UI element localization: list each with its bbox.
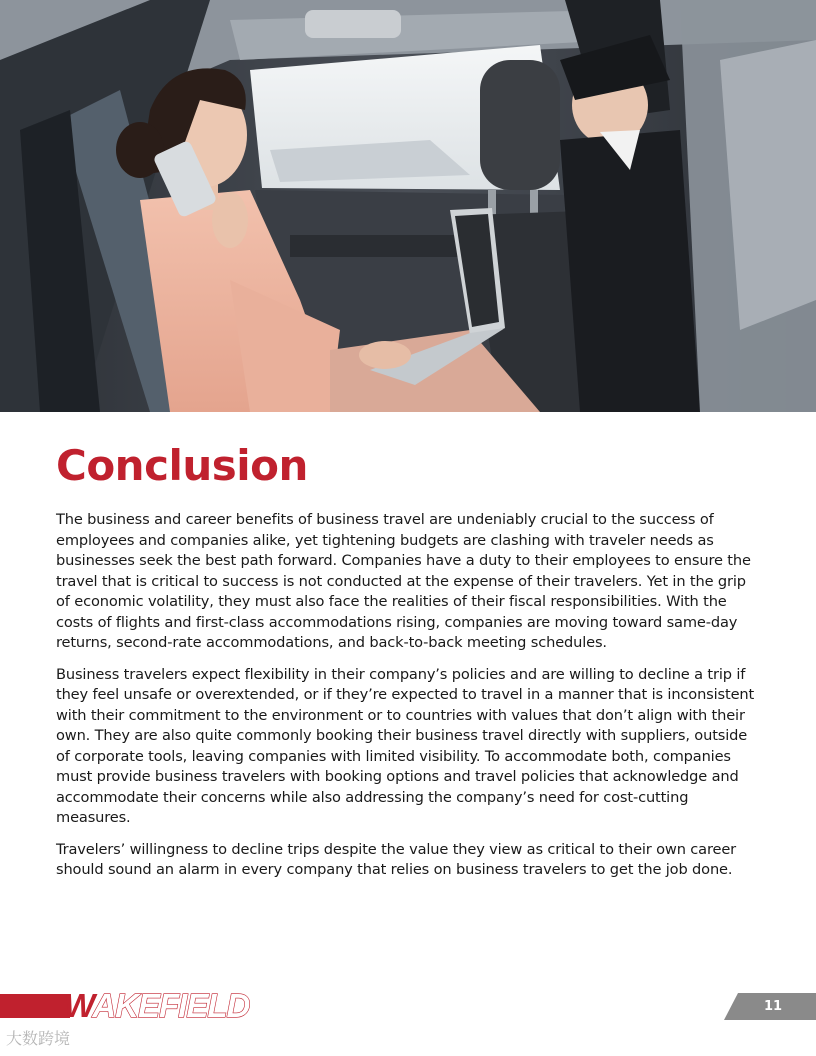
watermark	[6, 1028, 70, 1050]
page-number: 11	[763, 999, 783, 1014]
footer-accent-bar	[0, 994, 70, 1018]
logo-wordmark: AKEFIELD	[92, 987, 250, 1024]
hero-photo	[0, 0, 816, 412]
page-title: Conclusion	[56, 441, 308, 490]
paragraph: The business and career benefits of business travel are undeniably crucial to the success of employees and companies alike, yet tightening budgets are clashing with traveler needs as businesses seek the best path forward. Companies have a duty to their employees to ensure the travel that is critical to success is not conducted at the expense of their travelers. Yet in the grip of economic volatility, they must also face the realities of their fiscal responsibilities. With the costs of flights and first-class accommodations rising, companies are moving toward same-day returns, second-rate accommodations, and back-to-back meeting schedules.	[56, 511, 751, 651]
paragraph: Business travelers expect flexibility in their company’s policies and are willing to decline a trip if they feel unsafe or overextended, or if they’re expected to travel in a manner that is inconsistent with their commitment to the environment or to countries with values that don’t align with their own. They are also quite commonly booking their business travel directly with suppliers, outside of corporate tools, leaving companies with limited visibility. To accommodate both, companies must provide business travelers with booking options and travel policies that acknowledge and accommodate their concerns while also addressing the company’s need for cost-cutting measures.	[56, 665, 755, 826]
logo-initial: W	[64, 987, 93, 1024]
watermark-text: 大数跨境	[6, 1029, 71, 1048]
body-text	[56, 510, 762, 892]
wakefield-logo	[64, 988, 249, 1024]
paragraph: Travelers’ willingness to decline trips despite the value they view as critical to their own career should sound an alarm in every company that relies on business travelers to get the job done.	[56, 840, 736, 878]
